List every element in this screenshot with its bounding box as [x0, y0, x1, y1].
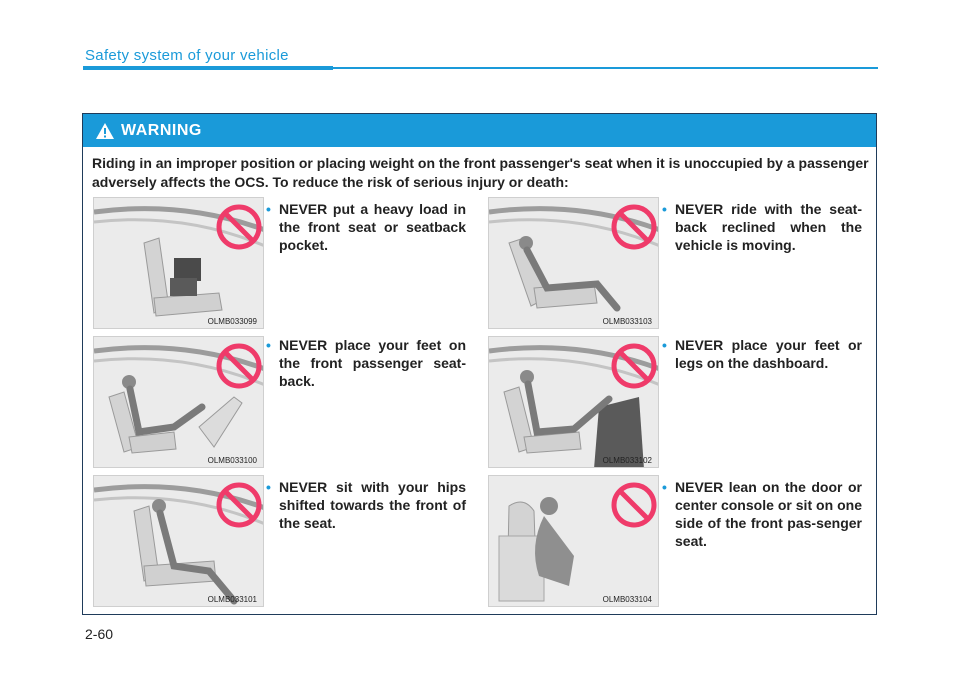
illustration-leaning-door	[488, 475, 659, 607]
image-code: OLMB033100	[207, 456, 257, 465]
bullet-dot: •	[662, 201, 667, 217]
bullet-reclined-seat	[662, 200, 862, 254]
prohibition-icon	[609, 341, 659, 391]
bullet-text: NEVER place your feet or legs on the dashboard.	[675, 337, 862, 371]
warning-header	[83, 114, 876, 147]
bullet-text: NEVER lean on the door or center console or sit on one side of the front pas-senger seat.	[675, 479, 862, 549]
header-bar	[83, 66, 333, 70]
bullet-text: NEVER put a heavy load in the front seat or seatback pocket.	[279, 201, 466, 253]
image-code: OLMB033102	[602, 456, 652, 465]
bullet-text: NEVER ride with the seat-back reclined when the vehicle is moving.	[675, 201, 862, 253]
bullet-dot: •	[662, 479, 667, 495]
warning-intro: Riding in an improper position or placing weight on the front passenger's seat when it is unoccupied by a passenger adversely affects the OCS. To reduce the risk of serious injury or death:	[92, 155, 869, 190]
prohibition-icon	[214, 341, 264, 391]
illustration-reclined-seat	[488, 197, 659, 329]
illustration-feet-on-seatback	[93, 336, 264, 468]
bullet-text: NEVER sit with your hips shifted towards the front of the seat.	[279, 479, 466, 531]
warning-box	[82, 113, 877, 615]
bullet-feet-on-seatback	[266, 336, 466, 390]
header-rule	[333, 67, 878, 69]
image-code: OLMB033101	[207, 595, 257, 604]
illustration-heavy-load	[93, 197, 264, 329]
prohibition-icon	[609, 480, 659, 530]
bullet-feet-on-dashboard	[662, 336, 862, 372]
bullet-dot: •	[266, 479, 271, 495]
illustration-feet-on-dashboard	[488, 336, 659, 468]
illustration-hips-shifted	[93, 475, 264, 607]
bullet-dot: •	[266, 337, 271, 353]
warning-title: WARNING	[121, 121, 202, 139]
bullet-leaning-door	[662, 478, 862, 550]
prohibition-icon	[214, 480, 264, 530]
bullet-text: NEVER place your feet on the front passenger seat-back.	[279, 337, 466, 389]
page-number: 2-60	[85, 626, 114, 642]
image-code: OLMB033104	[602, 595, 652, 604]
bullet-dot: •	[662, 337, 667, 353]
prohibition-icon	[214, 202, 264, 252]
bullet-dot: •	[266, 201, 271, 217]
image-code: OLMB033099	[207, 317, 257, 326]
bullet-hips-shifted	[266, 478, 466, 532]
section-title: Safety system of your vehicle	[85, 47, 289, 64]
bullet-heavy-load	[266, 200, 466, 254]
warning-triangle-icon	[95, 122, 115, 140]
image-code: OLMB033103	[602, 317, 652, 326]
prohibition-icon	[609, 202, 659, 252]
